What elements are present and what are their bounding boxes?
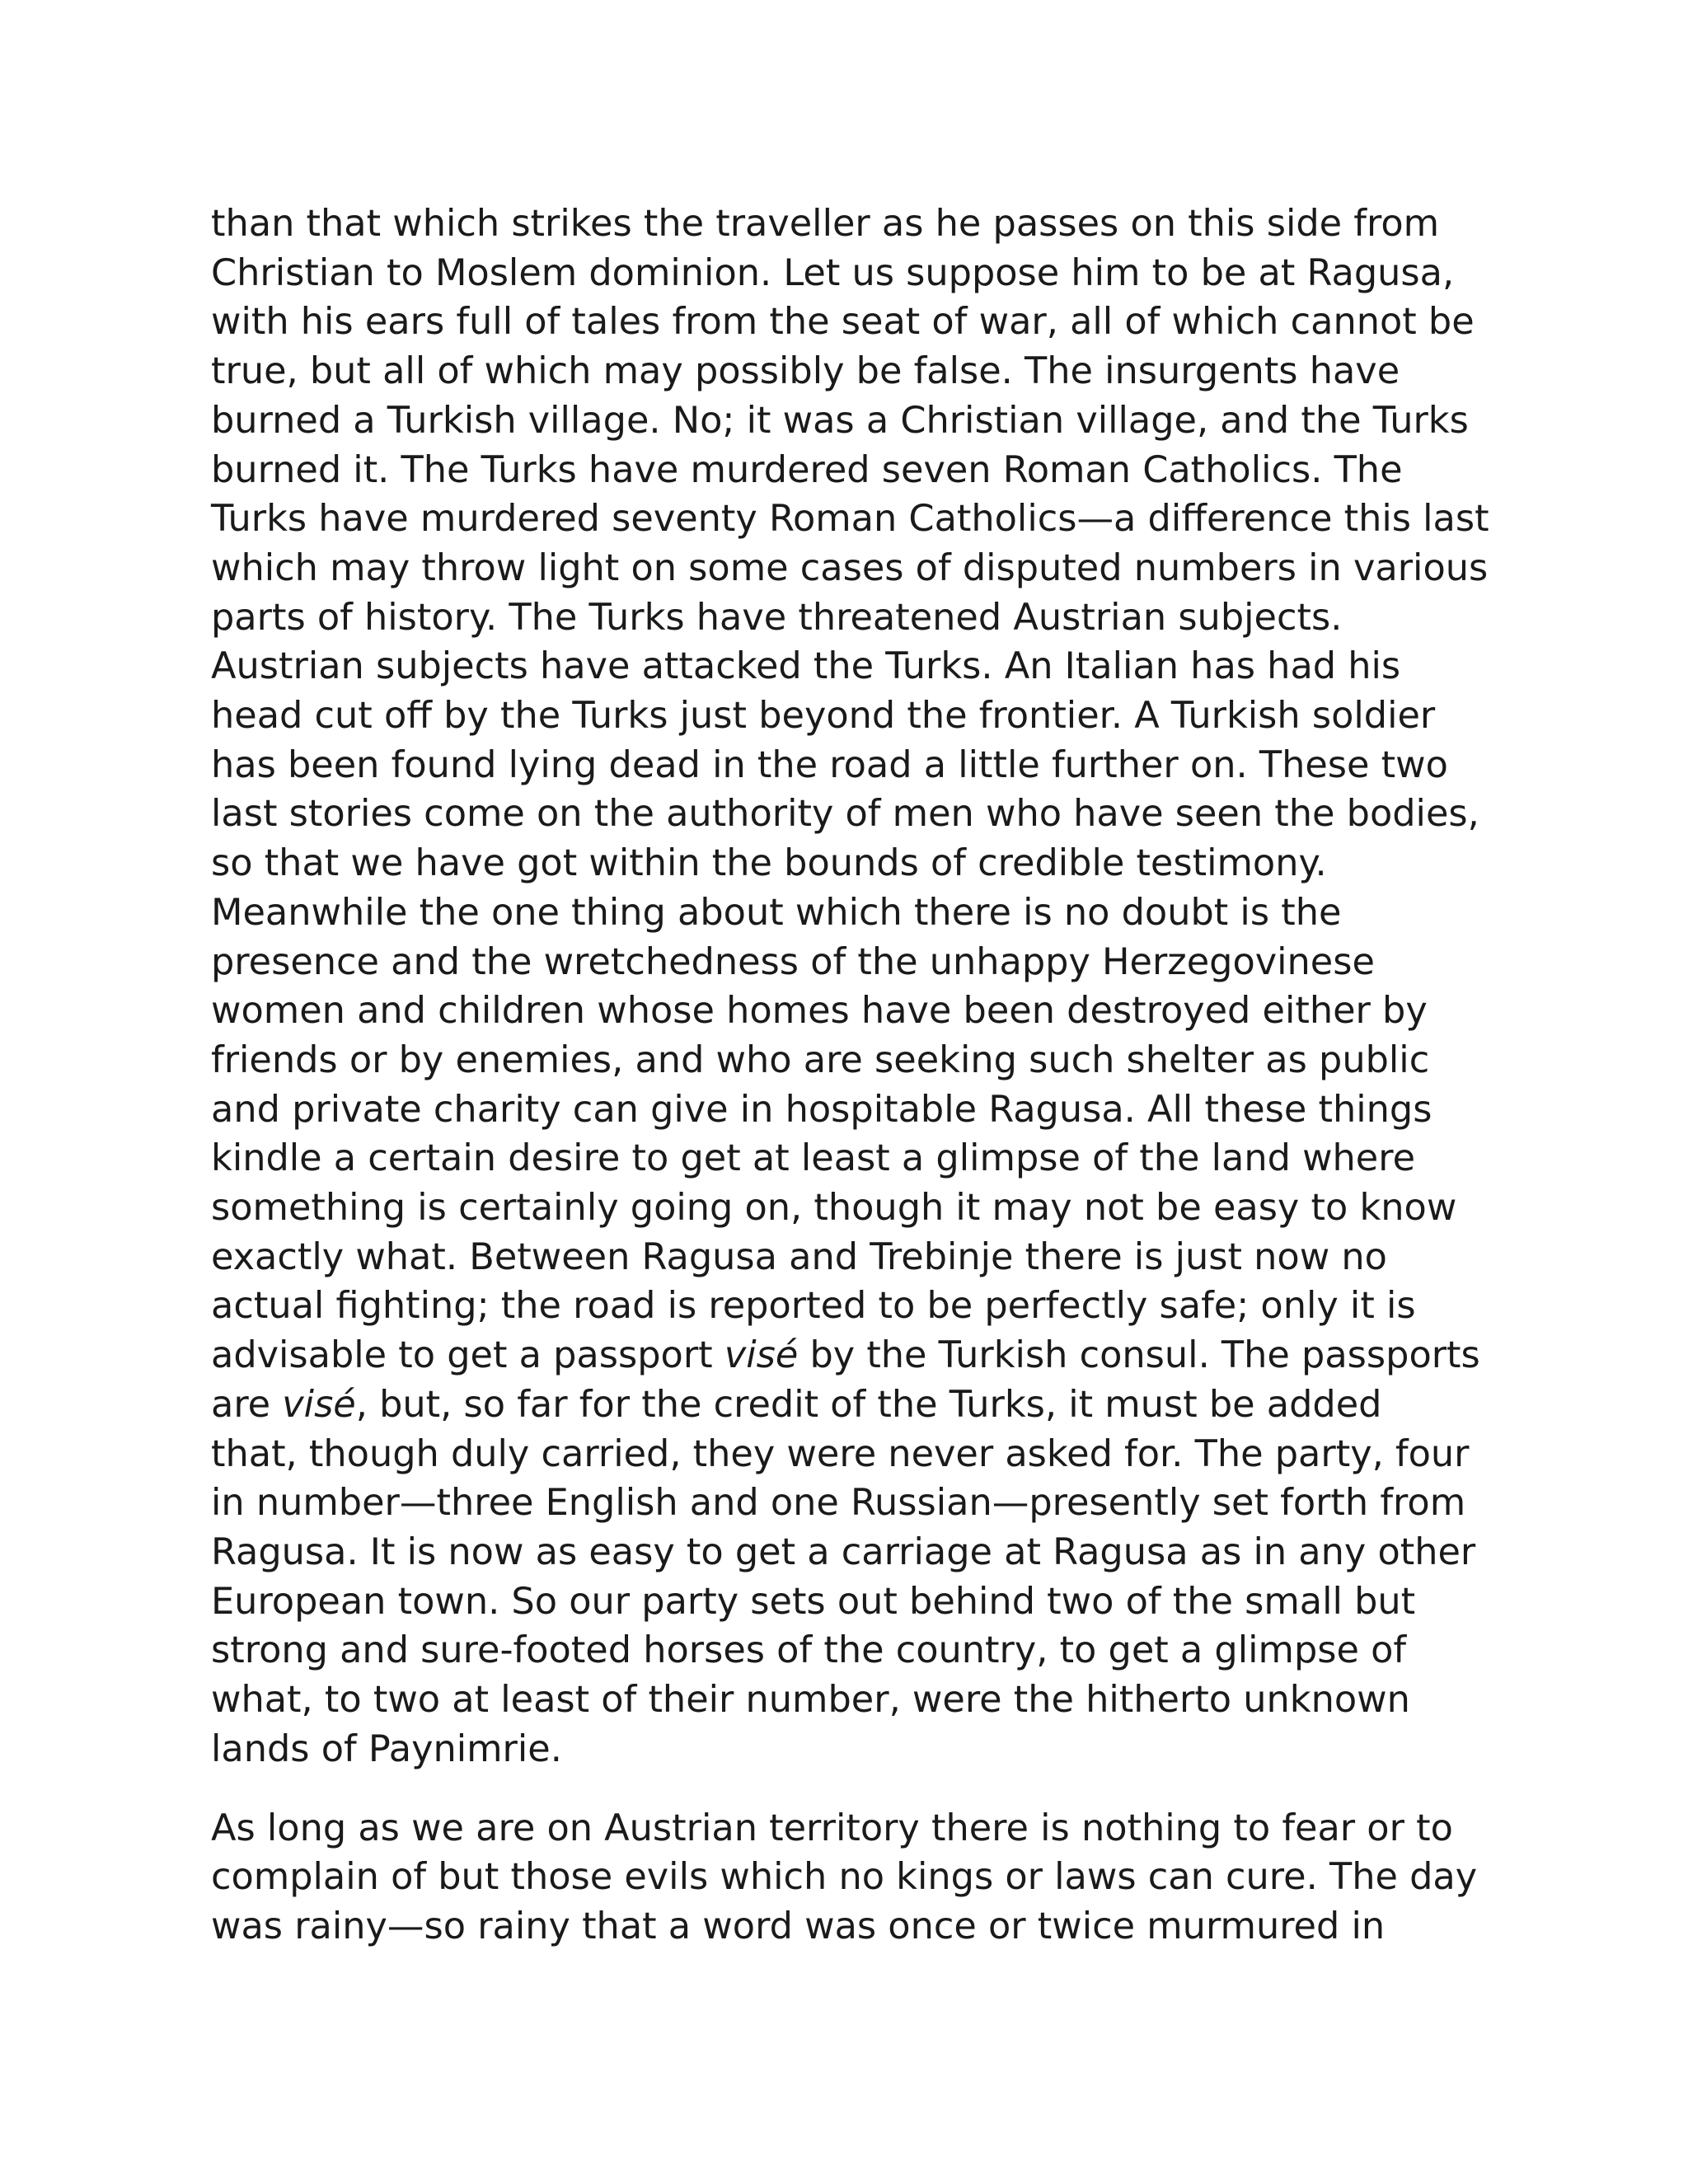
- text-line: [211, 1528, 1480, 1577]
- text-line: [211, 1380, 1480, 1430]
- text-line: [211, 1853, 1480, 1902]
- text-line: [211, 888, 1480, 938]
- text-line: [211, 1085, 1480, 1135]
- text-run: kindle a certain desire to get at least a glimpse of the land where: [211, 1137, 1416, 1180]
- text-line: [211, 347, 1480, 396]
- text-line: [211, 938, 1480, 987]
- text-run: burned it. The Turks have murdered seven Roman Catholics. The: [211, 448, 1403, 491]
- text-run: true, but all of which may possibly be false. The insurgents have: [211, 349, 1400, 393]
- text-run: As long as we are on Austrian territory there is nothing to fear or to: [211, 1806, 1453, 1849]
- text-line: [211, 1183, 1480, 1233]
- text-run: exactly what. Between Ragusa and Trebinje there is just now no: [211, 1235, 1387, 1278]
- text-line: [211, 642, 1480, 691]
- text-line: [211, 987, 1480, 1036]
- text-run: in number—three English and one Russian—presently set forth from: [211, 1481, 1466, 1525]
- text-line: [211, 494, 1489, 544]
- text-run: lands of Paynimrie.: [211, 1727, 562, 1770]
- text-line: [211, 396, 1480, 446]
- text-run: European town. So our party sets out behind two of the small but: [211, 1579, 1416, 1623]
- text-run: Austrian subjects have attacked the Turks. An Italian has had his: [211, 644, 1401, 688]
- text-line: [211, 839, 1480, 888]
- text-line: [211, 1233, 1480, 1282]
- text-run: which may throw light on some cases of disputed numbers in various: [211, 546, 1489, 589]
- text-run: that, though duly carried, they were never asked for. The party, four: [211, 1432, 1470, 1475]
- text-run: complain of but those evils which no kings or laws can cure. The day: [211, 1855, 1478, 1899]
- text-line: [211, 1134, 1480, 1183]
- italic-term: visé: [724, 1333, 799, 1377]
- text-line: [211, 741, 1480, 790]
- text-line: [211, 298, 1480, 347]
- text-line: [211, 446, 1480, 495]
- text-run: what, to two at least of their number, were the hitherto unknown: [211, 1678, 1410, 1722]
- text-line: [211, 199, 1480, 249]
- document-page: [211, 199, 1489, 1952]
- text-run: and private charity can give in hospitable Ragusa. All these things: [211, 1087, 1432, 1131]
- text-run: by the Turkish consul. The passports: [798, 1333, 1480, 1377]
- text-line: [211, 249, 1480, 298]
- paragraph: [211, 1804, 1480, 1952]
- text-line: [211, 691, 1480, 741]
- text-line: [211, 1430, 1480, 1479]
- text-line: [211, 1675, 1480, 1725]
- text-run: Christian to Moslem dominion. Let us suppose him to be at Ragusa,: [211, 251, 1455, 294]
- text-run: has been found lying dead in the road a little further on. These two: [211, 743, 1448, 786]
- text-line: [211, 1804, 1480, 1854]
- text-line: [211, 790, 1480, 839]
- text-line: [211, 1036, 1480, 1085]
- text-run: so that we have got within the bounds of credible testimony.: [211, 841, 1327, 885]
- text-run: presence and the wretchedness of the unhappy Herzegovinese: [211, 940, 1375, 983]
- text-line: [211, 1331, 1480, 1380]
- text-run: Turks have murdered seventy Roman Catholics—a difference this last: [211, 497, 1489, 541]
- text-run: Ragusa. It is now as easy to get a carriage at Ragusa as in any other: [211, 1530, 1476, 1573]
- text-run: something is certainly going on, though it may not be easy to know: [211, 1186, 1457, 1230]
- text-line: [211, 1725, 1480, 1774]
- text-run: parts of history. The Turks have threatened Austrian subjects.: [211, 595, 1343, 639]
- text-line: [211, 1282, 1480, 1331]
- text-run: Meanwhile the one thing about which there is no doubt is the: [211, 890, 1342, 934]
- text-run: are: [211, 1382, 283, 1426]
- text-run: advisable to get a passport: [211, 1333, 724, 1377]
- text-run: was rainy—so rainy that a word was once or twice murmured in: [211, 1904, 1386, 1947]
- text-line: [211, 544, 1489, 593]
- italic-term: visé: [282, 1382, 356, 1426]
- text-line: [211, 593, 1480, 643]
- text-run: with his ears full of tales from the seat of war, all of which cannot be: [211, 300, 1475, 344]
- text-line: [211, 1902, 1480, 1952]
- body-text: [211, 199, 1489, 1952]
- text-line: [211, 1577, 1480, 1627]
- text-run: friends or by enemies, and who are seeking such shelter as public: [211, 1038, 1430, 1081]
- text-run: strong and sure-footed horses of the country, to get a glimpse of: [211, 1629, 1407, 1672]
- text-run: head cut off by the Turks just beyond the frontier. A Turkish soldier: [211, 694, 1436, 738]
- text-run: actual fighting; the road is reported to be perfectly safe; only it is: [211, 1284, 1416, 1328]
- text-line: [211, 1626, 1480, 1675]
- text-line: [211, 1479, 1480, 1528]
- text-run: women and children whose homes have been destroyed either by: [211, 989, 1428, 1033]
- text-run: last stories come on the authority of men who have seen the bodies,: [211, 792, 1479, 836]
- paragraph: [211, 199, 1489, 1774]
- text-run: burned a Turkish village. No; it was a Christian village, and the Turks: [211, 398, 1469, 442]
- text-run: than that which strikes the traveller as he passes on this side from: [211, 202, 1440, 245]
- text-run: , but, so far for the credit of the Turks, it must be added: [355, 1382, 1382, 1426]
